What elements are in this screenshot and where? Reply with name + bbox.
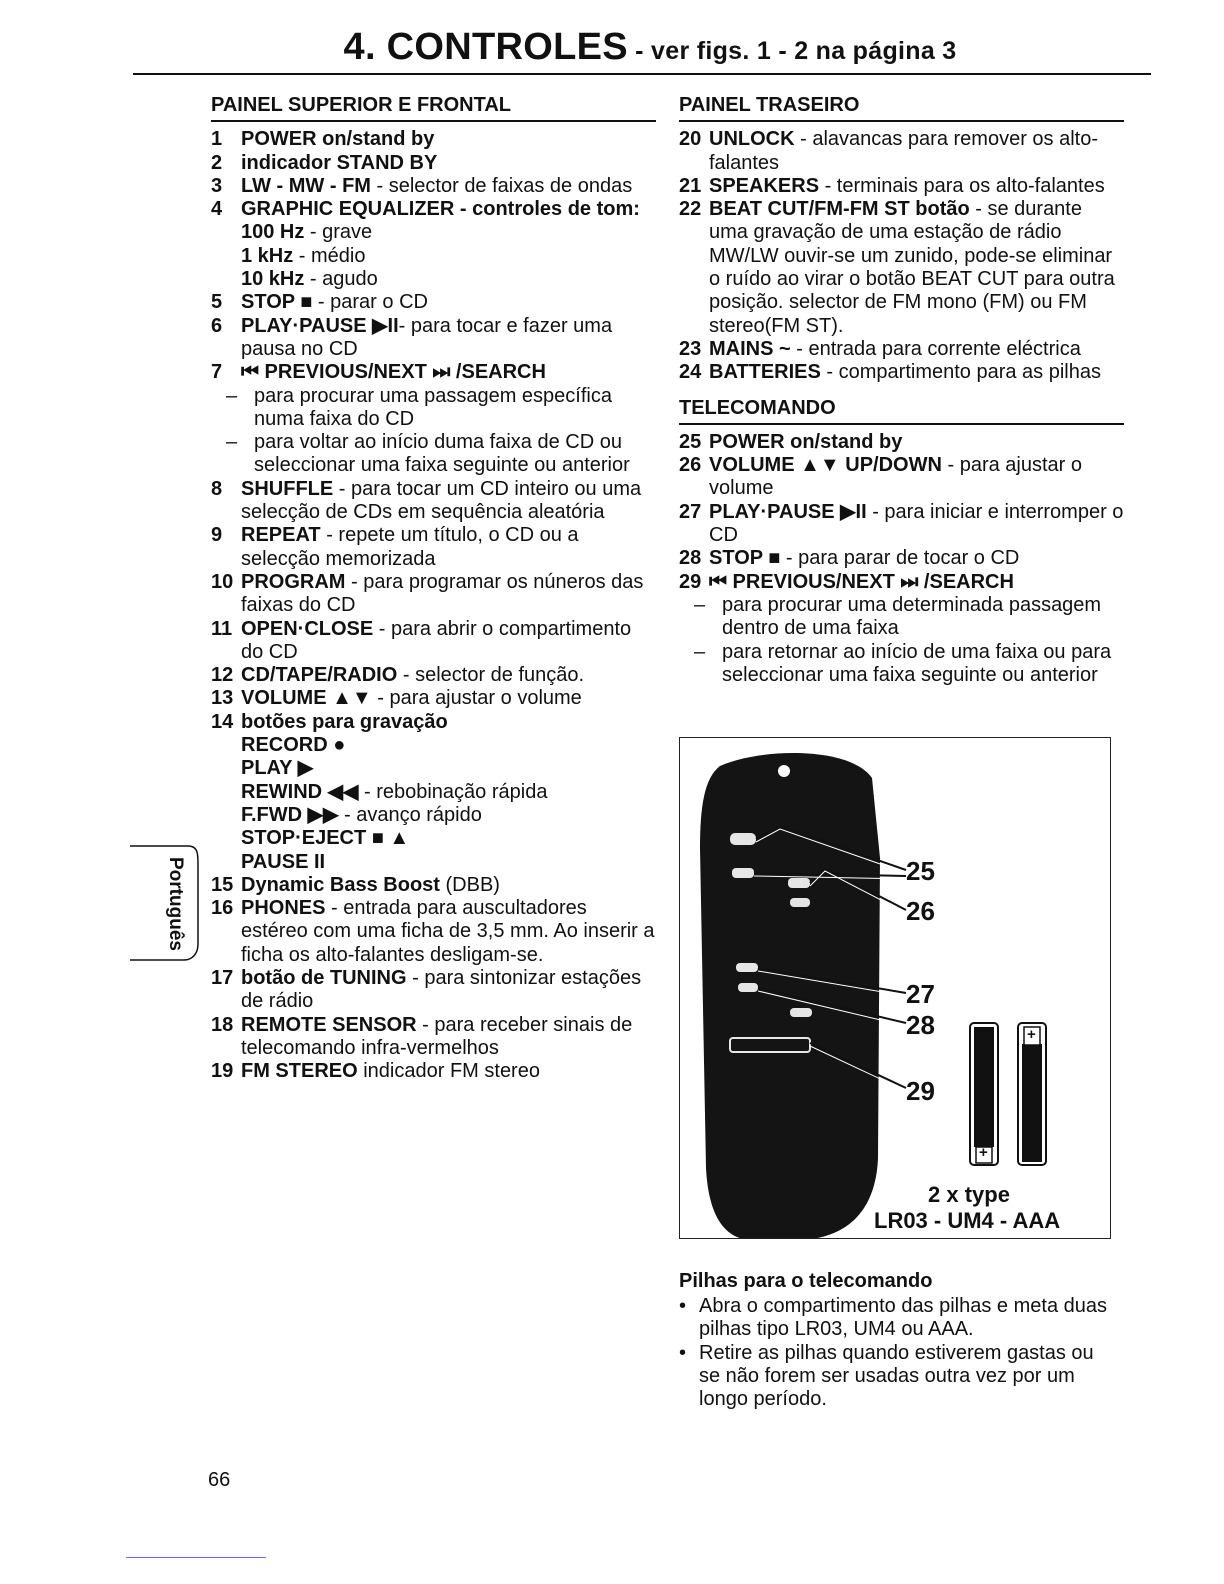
list-item: 9 REPEAT - repete um título, o CD ou a selecção memorizada [211,524,579,570]
list-item: 12 CD/TAPE/RADIO - selector de função. [211,664,585,687]
list-item: 27 PLAY·PAUSE ▶II - para iniciar e interromper o CD [679,500,1124,547]
list-item: 28 STOP ■ - para parar de tocar o CD [679,547,1020,570]
callout-29: 29 [906,1076,935,1106]
list-item: 4 GRAPHIC EQUALIZER - controles de tom: [211,198,640,221]
plus-mark: + [979,1144,988,1161]
dash-item: – para voltar ao início duma faixa de CD ou seleccionar uma faixa seguinte ou anterior [226,431,630,477]
list-item: 26 VOLUME ▲▼ UP/DOWN - para ajustar o volume [679,454,1082,500]
batteries-heading: Pilhas para o telecomando [679,1270,933,1292]
list-item: 16 PHONES - entrada para auscultadores estéreo com uma ficha de 3,5 mm. Ao inserir a ficha os alto-falantes desligam-se. [211,897,655,966]
list-item: 14 botões para gravação [211,710,448,733]
right-column [679,94,1124,687]
list-item: 5 STOP ■ - parar o CD [211,291,428,314]
section-heading-rear-panel: PAINEL TRASEIRO [679,94,1124,122]
dash-item: – para retornar ao início de uma faixa ou para seleccionar uma faixa seguinte ou anterior [694,640,1112,686]
list-item: 13 VOLUME ▲▼ - para ajustar o volume [211,687,582,710]
list-item: 25 POWER on/stand by [679,430,903,453]
remote-control-figure [679,737,1111,1239]
rec-line: REWIND ◀◀ - rebobinação rápida [241,780,548,803]
left-column [211,94,656,1083]
rec-line: F.FWD ▶▶ - avanço rápido [241,803,482,826]
language-label: Português [165,857,186,951]
eq-line: 100 Hz - grave [241,221,373,244]
list-item: 19 FM STEREO indicador FM stereo [211,1060,540,1083]
page-number: 66 [208,1469,231,1491]
eq-line: 10 kHz - agudo [241,268,378,291]
list-item: 15 Dynamic Bass Boost (DBB) [211,873,500,896]
batteries-list [679,1295,1119,1411]
record-buttons-list [211,734,656,874]
section-heading-remote: TELECOMANDO [679,397,1124,425]
rec-line: RECORD ● [241,734,346,757]
list-item: 7 ⏮ PREVIOUS/NEXT ⏭ /SEARCH [211,361,546,384]
list-item: 24 BATTERIES - compartimento para as pilhas [679,361,1101,384]
section-heading-front-panel: PAINEL SUPERIOR E FRONTAL [211,94,656,122]
list-item: 8 SHUFFLE - para tocar um CD inteiro ou uma selecção de CDs em sequência aleatória [211,477,642,524]
bullet-item: • Retire as pilhas quando estiverem gastas ou se não forem ser usadas outra vez por um longo período. [679,1341,1094,1411]
rec-line: PLAY ▶ [241,757,314,780]
title-rule [133,73,1151,75]
bullet-item: • Abra o compartimento das pilhas e meta duas pilhas tipo LR03, UM4 ou AAA. [679,1295,1107,1341]
plus-mark: + [1027,1026,1036,1043]
list-item: 23 MAINS ~ - entrada para corrente eléctrica [679,337,1081,360]
title-main: 4. CONTROLES [343,26,628,68]
list-item: 17 botão de TUNING - para sintonizar estações de rádio [211,966,642,1013]
language-tab [128,844,200,962]
battery-type-line1: 2 x type [928,1182,1010,1207]
callout-26: 26 [906,896,935,926]
list-item: 22 BEAT CUT/FM-FM ST botão - se durante uma gravação de uma estação de rádio MW/LW ouvir-se um zunido, pode-se eliminar o ruído ao virar o botão BEAT CUT para outra posição. selector de FM mono (FM) ou FM stereo(FM ST). [679,198,1115,337]
list-item: 21 SPEAKERS - terminais para os alto-falantes [679,174,1105,197]
list-item: 2 indicador STAND BY [211,151,438,174]
list-item: 11 OPEN·CLOSE - para abrir o compartimento do CD [211,617,632,663]
callout-28: 28 [906,1010,935,1040]
page-title [0,26,1224,69]
rec-line: STOP·EJECT ■ ▲ [241,827,410,850]
list-item: 1 POWER on/stand by [211,128,435,151]
callout-25: 25 [906,856,935,886]
bottom-rule [126,1557,266,1558]
list-item: 10 PROGRAM - para programar os núneros das faixas do CD [211,570,644,617]
list-item: 6 PLAY·PAUSE ▶II- para tocar e fazer uma pausa no CD [211,314,613,360]
eq-line: 1 kHz - médio [241,244,366,267]
list-item: 20 UNLOCK - alavancas para remover os alto-falantes [679,128,1099,174]
dash-item: – para procurar uma determinada passagem dentro de uma faixa [694,593,1102,640]
equalizer-list [211,221,656,291]
list-item: 3 LW - MW - FM - selector de faixas de ondas [211,174,633,197]
rec-line: PAUSE II [241,850,326,873]
remote-control-illustration [680,738,1111,1239]
callout-27: 27 [906,979,935,1009]
battery-type-line2: LR03 - UM4 - AAA [874,1208,1061,1233]
list-item: 18 REMOTE SENSOR - para receber sinais de telecomando infra-vermelhos [211,1013,633,1059]
list-item: 29 ⏮ PREVIOUS/NEXT ⏭ /SEARCH [679,570,1014,593]
dash-item: – para procurar uma passagem específica numa faixa do CD [226,384,612,430]
title-sub: - ver figs. 1 - 2 na página 3 [627,37,957,65]
